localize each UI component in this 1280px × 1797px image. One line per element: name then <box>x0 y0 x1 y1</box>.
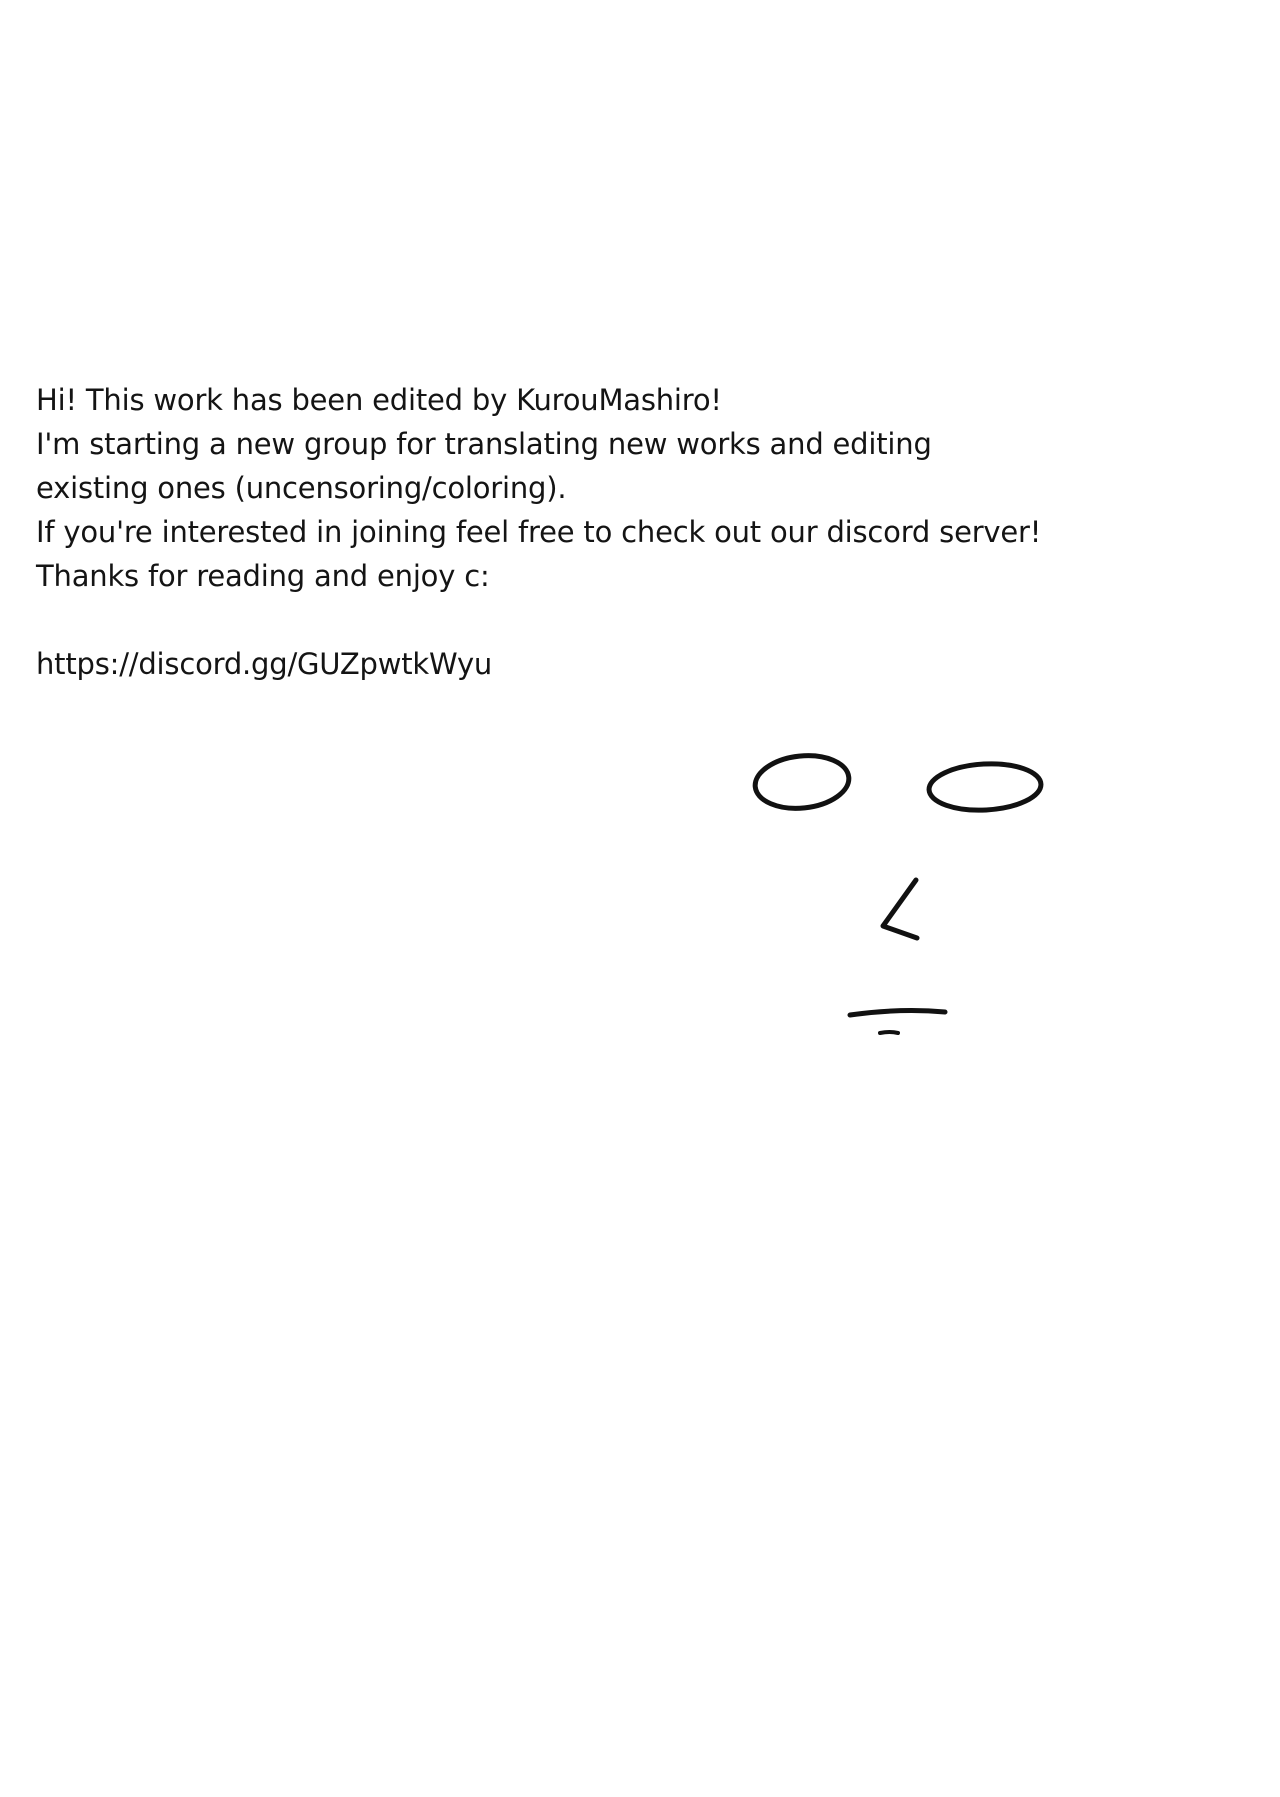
credits-note <box>36 378 1251 686</box>
discord-invite-link[interactable]: https://discord.gg/GUZpwtkWyu <box>36 647 493 681</box>
note-line-4: If you're interested in joining feel free to check out our discord server! <box>36 515 1042 549</box>
mouth-line <box>850 1011 945 1015</box>
note-line-3: existing ones (uncensoring/coloring). <box>36 471 567 505</box>
note-line-5: Thanks for reading and enjoy c: <box>36 559 490 593</box>
note-line-2: I'm starting a new group for translating new works and editing <box>36 427 932 461</box>
nose-stroke <box>883 880 917 938</box>
note-spacer <box>36 598 1251 642</box>
chin-dash <box>880 1032 898 1033</box>
right-eye-oval <box>928 761 1042 813</box>
hand-drawn-face-doodle <box>740 740 1070 1060</box>
note-line-1: Hi! This work has been edited by KurouMashiro! <box>36 383 722 417</box>
left-eye-oval <box>753 751 852 813</box>
